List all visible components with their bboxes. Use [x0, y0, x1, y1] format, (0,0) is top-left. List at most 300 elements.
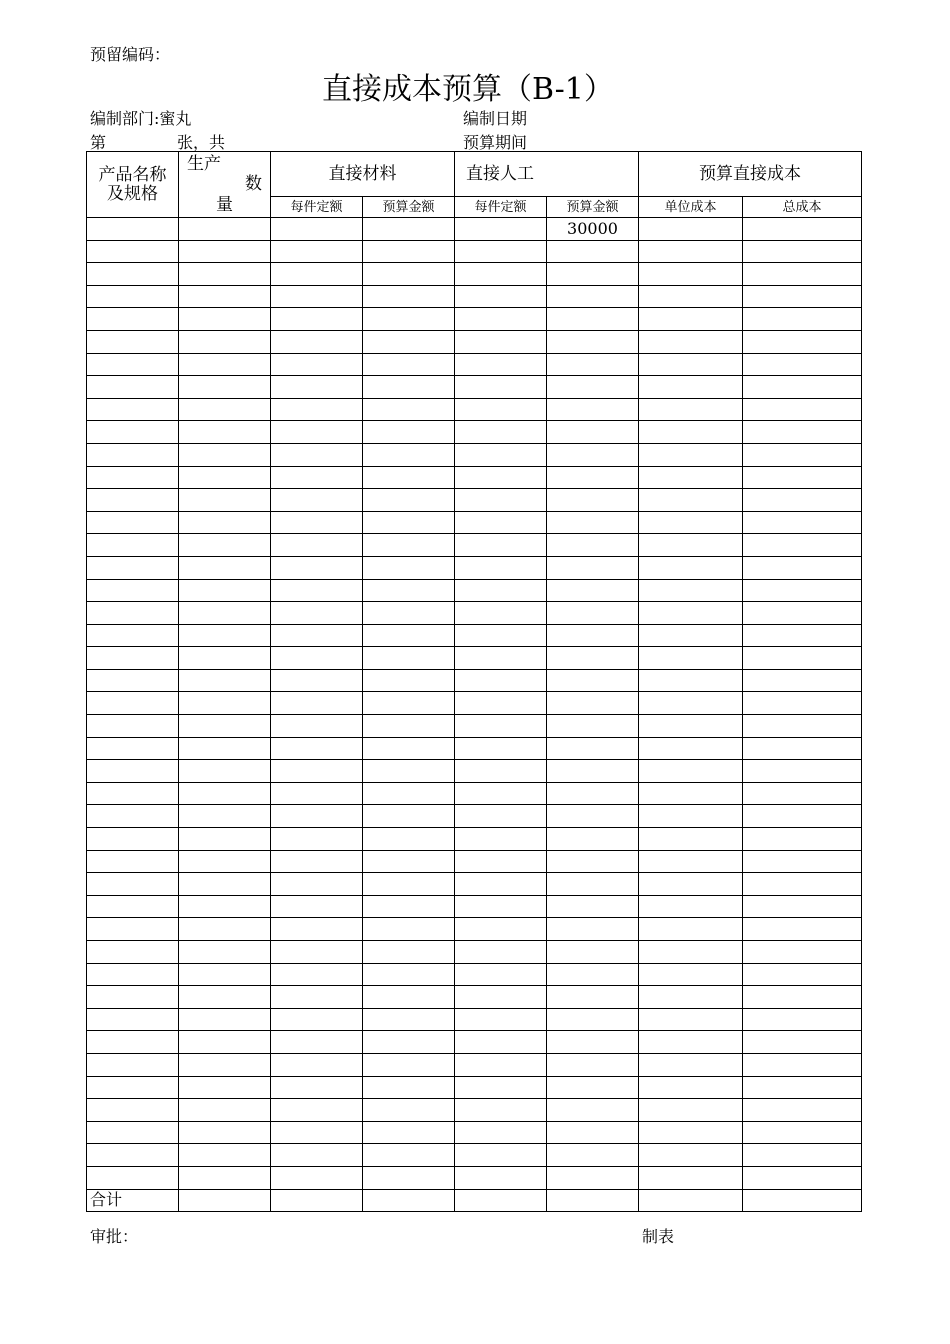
table-cell[interactable]	[455, 760, 547, 783]
table-cell[interactable]	[363, 963, 455, 986]
table-cell[interactable]	[179, 376, 271, 399]
table-cell[interactable]	[271, 556, 363, 579]
table-cell[interactable]	[87, 489, 179, 512]
table-cell[interactable]	[547, 443, 639, 466]
table-cell[interactable]	[363, 782, 455, 805]
table-cell[interactable]	[455, 511, 547, 534]
table-cell[interactable]	[179, 308, 271, 331]
table-cell[interactable]	[271, 669, 363, 692]
table-cell[interactable]	[547, 602, 639, 625]
table-cell[interactable]	[547, 285, 639, 308]
table-cell[interactable]	[87, 263, 179, 286]
table-cell[interactable]	[363, 376, 455, 399]
table-cell[interactable]	[743, 466, 862, 489]
table-cell[interactable]	[743, 715, 862, 738]
table-cell[interactable]	[639, 308, 743, 331]
table-cell[interactable]	[363, 941, 455, 964]
table-cell[interactable]	[743, 1031, 862, 1054]
table-cell[interactable]	[547, 918, 639, 941]
table-cell[interactable]	[87, 308, 179, 331]
table-cell[interactable]	[639, 376, 743, 399]
table-cell[interactable]	[455, 624, 547, 647]
table-cell[interactable]	[455, 263, 547, 286]
table-cell[interactable]	[455, 602, 547, 625]
table-cell[interactable]	[363, 534, 455, 557]
table-cell[interactable]	[639, 692, 743, 715]
table-cell[interactable]	[179, 1076, 271, 1099]
table-cell[interactable]	[363, 850, 455, 873]
table-cell[interactable]	[639, 850, 743, 873]
table-cell[interactable]	[179, 1166, 271, 1189]
table-cell[interactable]	[639, 263, 743, 286]
table-cell[interactable]	[547, 1166, 639, 1189]
table-cell[interactable]	[639, 240, 743, 263]
table-cell[interactable]	[639, 218, 743, 241]
table-cell[interactable]	[179, 398, 271, 421]
table-cell[interactable]	[547, 805, 639, 828]
table-cell[interactable]	[743, 647, 862, 670]
table-cell[interactable]	[363, 805, 455, 828]
table-cell[interactable]	[363, 918, 455, 941]
table-cell[interactable]	[455, 1008, 547, 1031]
table-cell[interactable]	[639, 330, 743, 353]
table-cell[interactable]	[271, 398, 363, 421]
table-cell[interactable]	[639, 669, 743, 692]
table-cell[interactable]	[271, 330, 363, 353]
table-cell[interactable]	[743, 240, 862, 263]
table-cell[interactable]	[639, 398, 743, 421]
table-cell[interactable]	[179, 218, 271, 241]
table-cell[interactable]	[179, 263, 271, 286]
table-cell[interactable]	[547, 669, 639, 692]
table-cell[interactable]	[271, 1121, 363, 1144]
table-cell[interactable]	[639, 737, 743, 760]
table-cell[interactable]	[271, 421, 363, 444]
table-cell[interactable]	[455, 647, 547, 670]
table-cell[interactable]	[363, 466, 455, 489]
table-cell[interactable]	[455, 805, 547, 828]
table-cell[interactable]	[743, 353, 862, 376]
table-cell[interactable]	[363, 263, 455, 286]
table-cell[interactable]	[363, 511, 455, 534]
table-cell[interactable]	[547, 421, 639, 444]
table-cell[interactable]	[639, 285, 743, 308]
table-cell[interactable]	[455, 850, 547, 873]
table-cell[interactable]	[87, 986, 179, 1009]
table-cell[interactable]	[271, 1099, 363, 1122]
table-cell[interactable]	[455, 692, 547, 715]
table-cell[interactable]	[87, 895, 179, 918]
table-cell[interactable]	[179, 805, 271, 828]
table-cell[interactable]	[271, 263, 363, 286]
table-cell[interactable]	[271, 850, 363, 873]
table-cell[interactable]	[87, 647, 179, 670]
table-cell[interactable]	[179, 624, 271, 647]
table-cell[interactable]	[547, 308, 639, 331]
table-cell[interactable]	[179, 556, 271, 579]
table-cell[interactable]	[271, 647, 363, 670]
table-cell[interactable]	[179, 443, 271, 466]
table-cell[interactable]	[179, 1099, 271, 1122]
table-cell[interactable]	[743, 1053, 862, 1076]
table-cell[interactable]	[547, 1144, 639, 1167]
table-cell[interactable]	[87, 1121, 179, 1144]
table-cell[interactable]	[179, 511, 271, 534]
table-cell[interactable]	[639, 918, 743, 941]
table-cell[interactable]	[743, 828, 862, 851]
table-cell[interactable]	[639, 895, 743, 918]
table-cell[interactable]	[179, 669, 271, 692]
table-cell[interactable]	[271, 782, 363, 805]
table-cell[interactable]	[271, 1053, 363, 1076]
table-cell[interactable]	[455, 737, 547, 760]
table-cell[interactable]	[547, 895, 639, 918]
table-cell[interactable]	[455, 330, 547, 353]
table-cell[interactable]	[87, 850, 179, 873]
table-cell[interactable]	[87, 376, 179, 399]
table-cell[interactable]	[271, 489, 363, 512]
table-cell[interactable]	[87, 1053, 179, 1076]
table-cell[interactable]	[639, 828, 743, 851]
table-cell[interactable]	[271, 1031, 363, 1054]
table-cell[interactable]	[639, 489, 743, 512]
table-cell[interactable]	[271, 1189, 363, 1212]
table-cell[interactable]	[87, 941, 179, 964]
table-cell[interactable]	[87, 443, 179, 466]
table-cell[interactable]	[271, 1144, 363, 1167]
table-cell[interactable]	[743, 692, 862, 715]
table-cell[interactable]	[639, 534, 743, 557]
table-cell[interactable]	[87, 330, 179, 353]
table-cell[interactable]	[87, 602, 179, 625]
table-cell[interactable]	[271, 353, 363, 376]
table-cell[interactable]	[179, 1053, 271, 1076]
table-cell[interactable]	[547, 466, 639, 489]
table-cell[interactable]	[271, 1166, 363, 1189]
table-cell[interactable]	[743, 511, 862, 534]
table-cell[interactable]	[363, 1076, 455, 1099]
table-cell[interactable]	[179, 1189, 271, 1212]
table-cell[interactable]	[743, 737, 862, 760]
table-cell[interactable]	[271, 737, 363, 760]
table-cell[interactable]	[455, 353, 547, 376]
table-cell[interactable]	[743, 556, 862, 579]
table-cell[interactable]	[639, 421, 743, 444]
table-cell[interactable]	[179, 986, 271, 1009]
table-cell[interactable]	[271, 918, 363, 941]
table-cell[interactable]	[743, 1076, 862, 1099]
table-cell[interactable]	[179, 692, 271, 715]
table-cell[interactable]	[547, 1031, 639, 1054]
table-cell[interactable]	[455, 466, 547, 489]
table-cell[interactable]	[455, 895, 547, 918]
table-cell[interactable]	[87, 963, 179, 986]
table-cell[interactable]	[271, 376, 363, 399]
table-cell[interactable]	[363, 873, 455, 896]
table-cell[interactable]	[547, 647, 639, 670]
table-cell[interactable]	[271, 240, 363, 263]
table-cell[interactable]	[547, 1053, 639, 1076]
table-cell[interactable]	[271, 624, 363, 647]
table-cell[interactable]	[547, 511, 639, 534]
table-cell[interactable]	[87, 1166, 179, 1189]
table-cell[interactable]	[87, 805, 179, 828]
table-cell[interactable]	[179, 647, 271, 670]
table-cell[interactable]	[743, 963, 862, 986]
table-cell[interactable]	[455, 873, 547, 896]
table-cell[interactable]	[363, 353, 455, 376]
table-cell[interactable]	[87, 760, 179, 783]
table-cell[interactable]	[87, 737, 179, 760]
table-cell[interactable]	[87, 918, 179, 941]
table-cell[interactable]	[271, 895, 363, 918]
table-cell[interactable]	[179, 353, 271, 376]
table-cell[interactable]	[271, 828, 363, 851]
table-cell[interactable]	[179, 1121, 271, 1144]
table-cell[interactable]	[271, 986, 363, 1009]
table-cell[interactable]	[743, 398, 862, 421]
table-cell[interactable]	[743, 1008, 862, 1031]
table-cell[interactable]	[455, 1121, 547, 1144]
table-cell[interactable]	[547, 828, 639, 851]
table-cell[interactable]	[743, 1121, 862, 1144]
table-cell[interactable]	[179, 330, 271, 353]
table-cell[interactable]	[87, 873, 179, 896]
table-cell[interactable]	[547, 330, 639, 353]
table-cell[interactable]	[743, 1144, 862, 1167]
table-cell[interactable]	[179, 850, 271, 873]
table-cell[interactable]	[87, 782, 179, 805]
table-cell[interactable]	[363, 692, 455, 715]
table-cell[interactable]	[179, 760, 271, 783]
table-cell[interactable]	[363, 715, 455, 738]
table-cell[interactable]	[363, 308, 455, 331]
table-cell[interactable]	[271, 715, 363, 738]
table-cell[interactable]	[271, 941, 363, 964]
table-cell[interactable]	[87, 556, 179, 579]
table-cell[interactable]	[547, 737, 639, 760]
table-cell[interactable]	[547, 579, 639, 602]
table-cell[interactable]	[455, 1053, 547, 1076]
table-cell[interactable]	[455, 1099, 547, 1122]
table-cell[interactable]	[743, 782, 862, 805]
table-cell[interactable]	[363, 1166, 455, 1189]
table-cell[interactable]	[743, 443, 862, 466]
table-cell[interactable]	[639, 782, 743, 805]
table-cell[interactable]	[179, 1144, 271, 1167]
table-cell[interactable]	[639, 1144, 743, 1167]
table-cell[interactable]	[87, 579, 179, 602]
table-cell[interactable]	[87, 715, 179, 738]
table-cell[interactable]	[87, 669, 179, 692]
table-cell[interactable]	[743, 376, 862, 399]
table-cell[interactable]	[87, 240, 179, 263]
table-cell[interactable]	[639, 353, 743, 376]
table-cell[interactable]	[455, 556, 547, 579]
table-cell[interactable]	[743, 918, 862, 941]
table-cell[interactable]	[455, 963, 547, 986]
table-cell[interactable]	[743, 308, 862, 331]
table-cell[interactable]	[363, 1008, 455, 1031]
table-cell[interactable]	[179, 466, 271, 489]
table-cell[interactable]	[547, 941, 639, 964]
table-cell[interactable]	[547, 398, 639, 421]
table-cell[interactable]	[639, 941, 743, 964]
table-cell[interactable]	[743, 1166, 862, 1189]
table-cell[interactable]	[455, 715, 547, 738]
table-cell[interactable]	[271, 285, 363, 308]
table-cell[interactable]	[455, 308, 547, 331]
table-cell[interactable]	[547, 353, 639, 376]
table-cell[interactable]	[179, 715, 271, 738]
table-cell[interactable]	[743, 986, 862, 1009]
table-cell[interactable]	[639, 805, 743, 828]
table-cell[interactable]	[743, 489, 862, 512]
table-cell[interactable]	[639, 602, 743, 625]
table-cell[interactable]	[363, 737, 455, 760]
table-cell[interactable]	[547, 240, 639, 263]
table-cell[interactable]	[639, 986, 743, 1009]
table-cell[interactable]	[363, 421, 455, 444]
table-cell[interactable]	[363, 647, 455, 670]
table-cell[interactable]	[743, 602, 862, 625]
table-cell[interactable]	[639, 579, 743, 602]
table-cell[interactable]	[363, 443, 455, 466]
table-cell[interactable]	[271, 218, 363, 241]
table-cell[interactable]	[743, 895, 862, 918]
table-cell[interactable]	[743, 669, 862, 692]
table-cell[interactable]	[363, 624, 455, 647]
table-cell[interactable]	[87, 1099, 179, 1122]
table-cell[interactable]	[639, 1008, 743, 1031]
table-cell[interactable]	[455, 828, 547, 851]
table-cell[interactable]	[547, 1121, 639, 1144]
table-cell[interactable]	[547, 1189, 639, 1212]
table-cell[interactable]	[547, 534, 639, 557]
table-cell[interactable]	[271, 308, 363, 331]
table-cell[interactable]	[179, 579, 271, 602]
table-cell[interactable]	[743, 850, 862, 873]
table-cell[interactable]	[639, 1166, 743, 1189]
table-cell[interactable]	[455, 285, 547, 308]
table-cell[interactable]	[547, 963, 639, 986]
table-cell[interactable]	[547, 715, 639, 738]
table-cell[interactable]	[271, 873, 363, 896]
table-cell[interactable]	[179, 240, 271, 263]
table-cell[interactable]	[179, 828, 271, 851]
table-cell[interactable]	[363, 489, 455, 512]
table-cell[interactable]	[639, 511, 743, 534]
table-cell[interactable]	[455, 443, 547, 466]
table-cell[interactable]	[639, 647, 743, 670]
table-cell[interactable]	[87, 421, 179, 444]
table-cell[interactable]	[455, 986, 547, 1009]
table-cell[interactable]	[363, 828, 455, 851]
table-cell[interactable]	[363, 986, 455, 1009]
table-cell[interactable]	[455, 489, 547, 512]
table-cell[interactable]	[455, 1076, 547, 1099]
table-cell[interactable]	[179, 873, 271, 896]
table-cell[interactable]	[87, 1008, 179, 1031]
table-cell[interactable]	[547, 850, 639, 873]
table-cell[interactable]	[87, 1144, 179, 1167]
table-cell[interactable]	[547, 692, 639, 715]
table-cell[interactable]	[455, 1189, 547, 1212]
table-cell[interactable]	[639, 466, 743, 489]
table-cell[interactable]	[743, 421, 862, 444]
table-cell[interactable]	[639, 1031, 743, 1054]
table-cell[interactable]	[547, 760, 639, 783]
table-cell[interactable]	[743, 579, 862, 602]
table-cell[interactable]	[363, 1031, 455, 1054]
table-cell[interactable]	[455, 398, 547, 421]
table-cell[interactable]	[363, 240, 455, 263]
table-cell[interactable]	[363, 1053, 455, 1076]
table-cell[interactable]	[363, 1189, 455, 1212]
table-cell[interactable]	[639, 963, 743, 986]
table-cell[interactable]	[639, 1121, 743, 1144]
table-cell[interactable]	[547, 624, 639, 647]
table-cell[interactable]	[87, 692, 179, 715]
table-cell[interactable]	[455, 376, 547, 399]
table-cell[interactable]	[743, 534, 862, 557]
table-cell[interactable]	[271, 511, 363, 534]
table-cell[interactable]	[547, 489, 639, 512]
table-cell[interactable]	[87, 511, 179, 534]
table-cell[interactable]	[547, 376, 639, 399]
table-cell[interactable]	[743, 941, 862, 964]
table-cell[interactable]	[363, 330, 455, 353]
table-cell[interactable]	[179, 782, 271, 805]
table-cell[interactable]	[455, 218, 547, 241]
table-cell[interactable]	[271, 963, 363, 986]
table-cell[interactable]	[639, 760, 743, 783]
table-cell[interactable]	[455, 579, 547, 602]
table-cell[interactable]	[179, 918, 271, 941]
table-cell[interactable]	[363, 602, 455, 625]
table-cell[interactable]	[179, 941, 271, 964]
table-cell[interactable]	[547, 986, 639, 1009]
table-cell[interactable]	[743, 1189, 862, 1212]
table-cell[interactable]	[639, 1189, 743, 1212]
labor-amount-cell[interactable]: 30000	[547, 218, 639, 241]
table-cell[interactable]	[547, 263, 639, 286]
table-cell[interactable]	[547, 1008, 639, 1031]
table-cell[interactable]	[271, 466, 363, 489]
table-cell[interactable]	[455, 421, 547, 444]
table-cell[interactable]	[179, 534, 271, 557]
table-cell[interactable]	[363, 556, 455, 579]
table-cell[interactable]	[455, 918, 547, 941]
table-cell[interactable]	[363, 1099, 455, 1122]
table-cell[interactable]	[743, 873, 862, 896]
table-cell[interactable]	[743, 805, 862, 828]
table-cell[interactable]	[363, 895, 455, 918]
table-cell[interactable]	[363, 218, 455, 241]
table-cell[interactable]	[743, 218, 862, 241]
table-cell[interactable]	[743, 285, 862, 308]
table-cell[interactable]	[363, 579, 455, 602]
table-cell[interactable]	[455, 1166, 547, 1189]
table-cell[interactable]	[639, 624, 743, 647]
table-cell[interactable]	[455, 782, 547, 805]
table-cell[interactable]	[547, 1099, 639, 1122]
table-cell[interactable]	[271, 579, 363, 602]
table-cell[interactable]	[271, 602, 363, 625]
table-cell[interactable]	[455, 669, 547, 692]
table-cell[interactable]	[87, 466, 179, 489]
table-cell[interactable]	[87, 218, 179, 241]
